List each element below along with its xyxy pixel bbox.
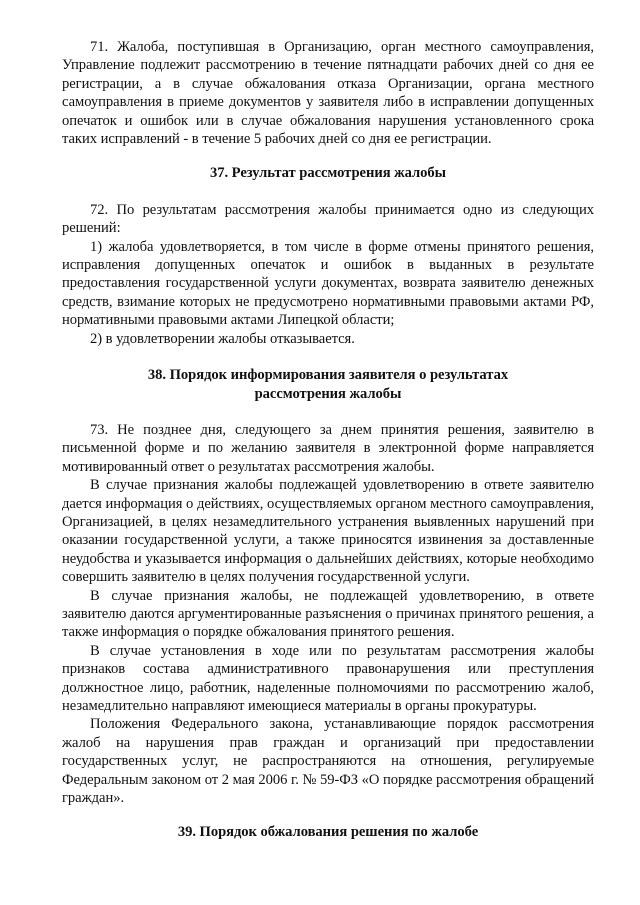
- heading-section-38-line1: 38. Порядок информирования заявителя о результатах: [147, 367, 509, 384]
- heading-section-39: 39. Порядок обжалования решения по жалобе: [177, 824, 479, 841]
- paragraph-72: 72. По результатам рассмотрения жалобы принимается одно из следующих решений:: [62, 201, 594, 237]
- paragraph-73: 73. Не позднее дня, следующего за днем принятия решения, заявителю в письменной форме и по желанию заявителя в электронной форме направляется мотивированный ответ о результатах рассмотрения жалобы.: [62, 421, 594, 475]
- paragraph-rejected: В случае признания жалобы, не подлежащей удовлетворению, в ответе заявителю даются аргументированные разъяснения о причинах принятого решения, а также информация о порядке обжалования принятого решения.: [62, 587, 594, 641]
- list-item-2: 2) в удовлетворении жалобы отказывается.: [90, 330, 355, 347]
- list-item-1: 1) жалоба удовлетворяется, в том числе в форме отмены принятого решения, исправления допущенных опечаток и ошибок в выданных в результате предоставления государственной услуги документах, возврата заявителю денежных средств, взимание которых не предусмотрено нормативными правовыми актами РФ, нормативными правовыми актами Липецкой области;: [62, 238, 594, 329]
- paragraph-satisfied: В случае признания жалобы подлежащей удовлетворению в ответе заявителю дается информация о действиях, осуществляемых органом местного самоуправления, Организацией, в целях незамедлительного устранения выявленных нарушений при оказании государственной услуги, а также приносятся извинения за доставленные неудобства и указывается информация о дальнейших действиях, которые необходимо совершить заявителю в целях получения государственной услуги.: [62, 477, 594, 586]
- paragraph-prosecutor: В случае установления в ходе или по результатам рассмотрения жалобы признаков состава административного правонарушения или преступления должностное лицо, работник, наделенные полномочиями по рассмотрению жалоб, незамедлительно направляют имеющиеся материалы в органы прокуратуры.: [62, 642, 594, 714]
- document-page: [62, 38, 594, 842]
- heading-section-37: 37. Результат рассмотрения жалобы: [209, 165, 447, 182]
- paragraph-federal-law: Положения Федерального закона, устанавливающие порядок рассмотрения жалоб на нарушения прав граждан и организаций при предоставлении государственных услуг, не распространяются на отношения, регулируемые Федеральным законом от 2 мая 2006 г. № 59-ФЗ «О порядке рассмотрения обращений граждан».: [62, 716, 594, 807]
- paragraph-71: 71. Жалоба, поступившая в Организацию, орган местного самоуправления, Управление подлежит рассмотрению в течение пятнадцати рабочих дней со дня ее регистрации, а в случае обжалования отказа Организации, органа местного самоуправления в приеме документов у заявителя либо в исправлении допущенных опечаток и ошибок или в случае обжалования нарушения установленного срока таких исправлений - в течение 5 рабочих дней со дня ее регистрации.: [62, 39, 594, 148]
- heading-section-38: [62, 366, 594, 403]
- heading-section-38-line2: рассмотрения жалобы: [254, 385, 402, 402]
